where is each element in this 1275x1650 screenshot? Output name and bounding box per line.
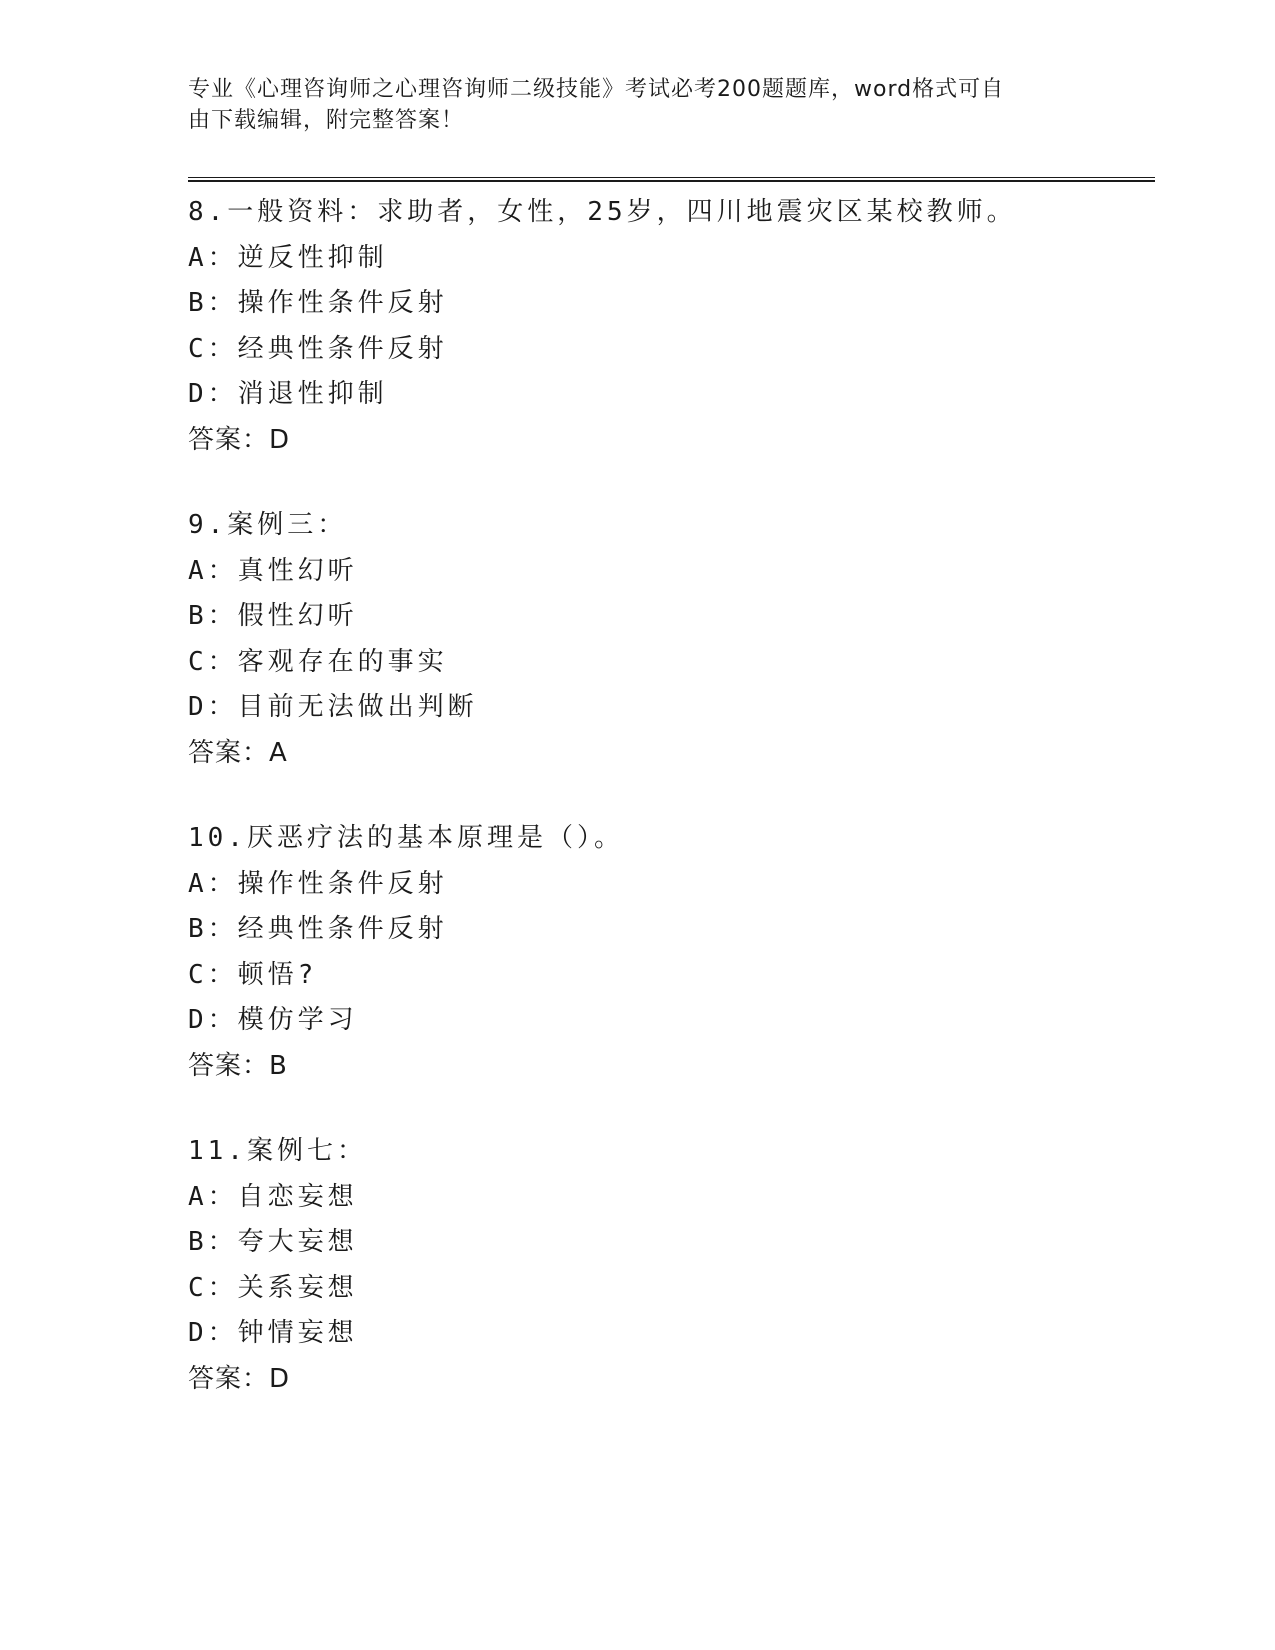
question-11 — [188, 1129, 1155, 1402]
option-d: D：消退性抑制 — [188, 379, 388, 409]
option-b: B：夸大妄想 — [188, 1227, 358, 1257]
answer-line: 答案：D — [188, 1363, 291, 1394]
question-stem: 8.一般资料：求助者，女性，25岁，四川地震灾区某校教师。 — [188, 197, 1017, 227]
option-d: D：模仿学习 — [188, 1005, 358, 1035]
answer-line: 答案：B — [188, 1050, 288, 1081]
option-c: C：关系妄想 — [188, 1272, 358, 1303]
header-divider — [188, 177, 1155, 182]
header-line-1: 专业《心理咨询师之心理咨询师二级技能》考试必考200题题库，word格式可自 — [188, 77, 1005, 102]
question-stem: 9.案例三： — [188, 510, 348, 540]
option-b: B：操作性条件反射 — [188, 288, 448, 318]
question-10 — [188, 816, 1155, 1089]
header-line-2: 由下载编辑，附完整答案！ — [188, 108, 465, 133]
question-8 — [188, 190, 1155, 463]
option-d: D：钟情妄想 — [188, 1318, 358, 1348]
question-9 — [188, 503, 1155, 776]
answer-line: 答案：D — [188, 424, 291, 455]
option-a: A：逆反性抑制 — [188, 242, 388, 273]
option-c: C：经典性条件反射 — [188, 333, 448, 364]
answer-line: 答案：A — [188, 737, 288, 768]
question-stem: 10.厌恶疗法的基本原理是（）。 — [188, 823, 624, 853]
option-d: D：目前无法做出判断 — [188, 692, 478, 722]
option-c: C：顿悟? — [188, 959, 318, 990]
document-header — [188, 74, 1068, 136]
option-b: B：经典性条件反射 — [188, 914, 448, 944]
option-a: A：自恋妄想 — [188, 1181, 358, 1212]
option-a: A：真性幻听 — [188, 555, 358, 586]
option-c: C：客观存在的事实 — [188, 646, 448, 677]
question-list — [188, 190, 1155, 1442]
option-a: A：操作性条件反射 — [188, 868, 448, 899]
question-stem: 11.案例七： — [188, 1136, 367, 1166]
option-b: B：假性幻听 — [188, 601, 358, 631]
